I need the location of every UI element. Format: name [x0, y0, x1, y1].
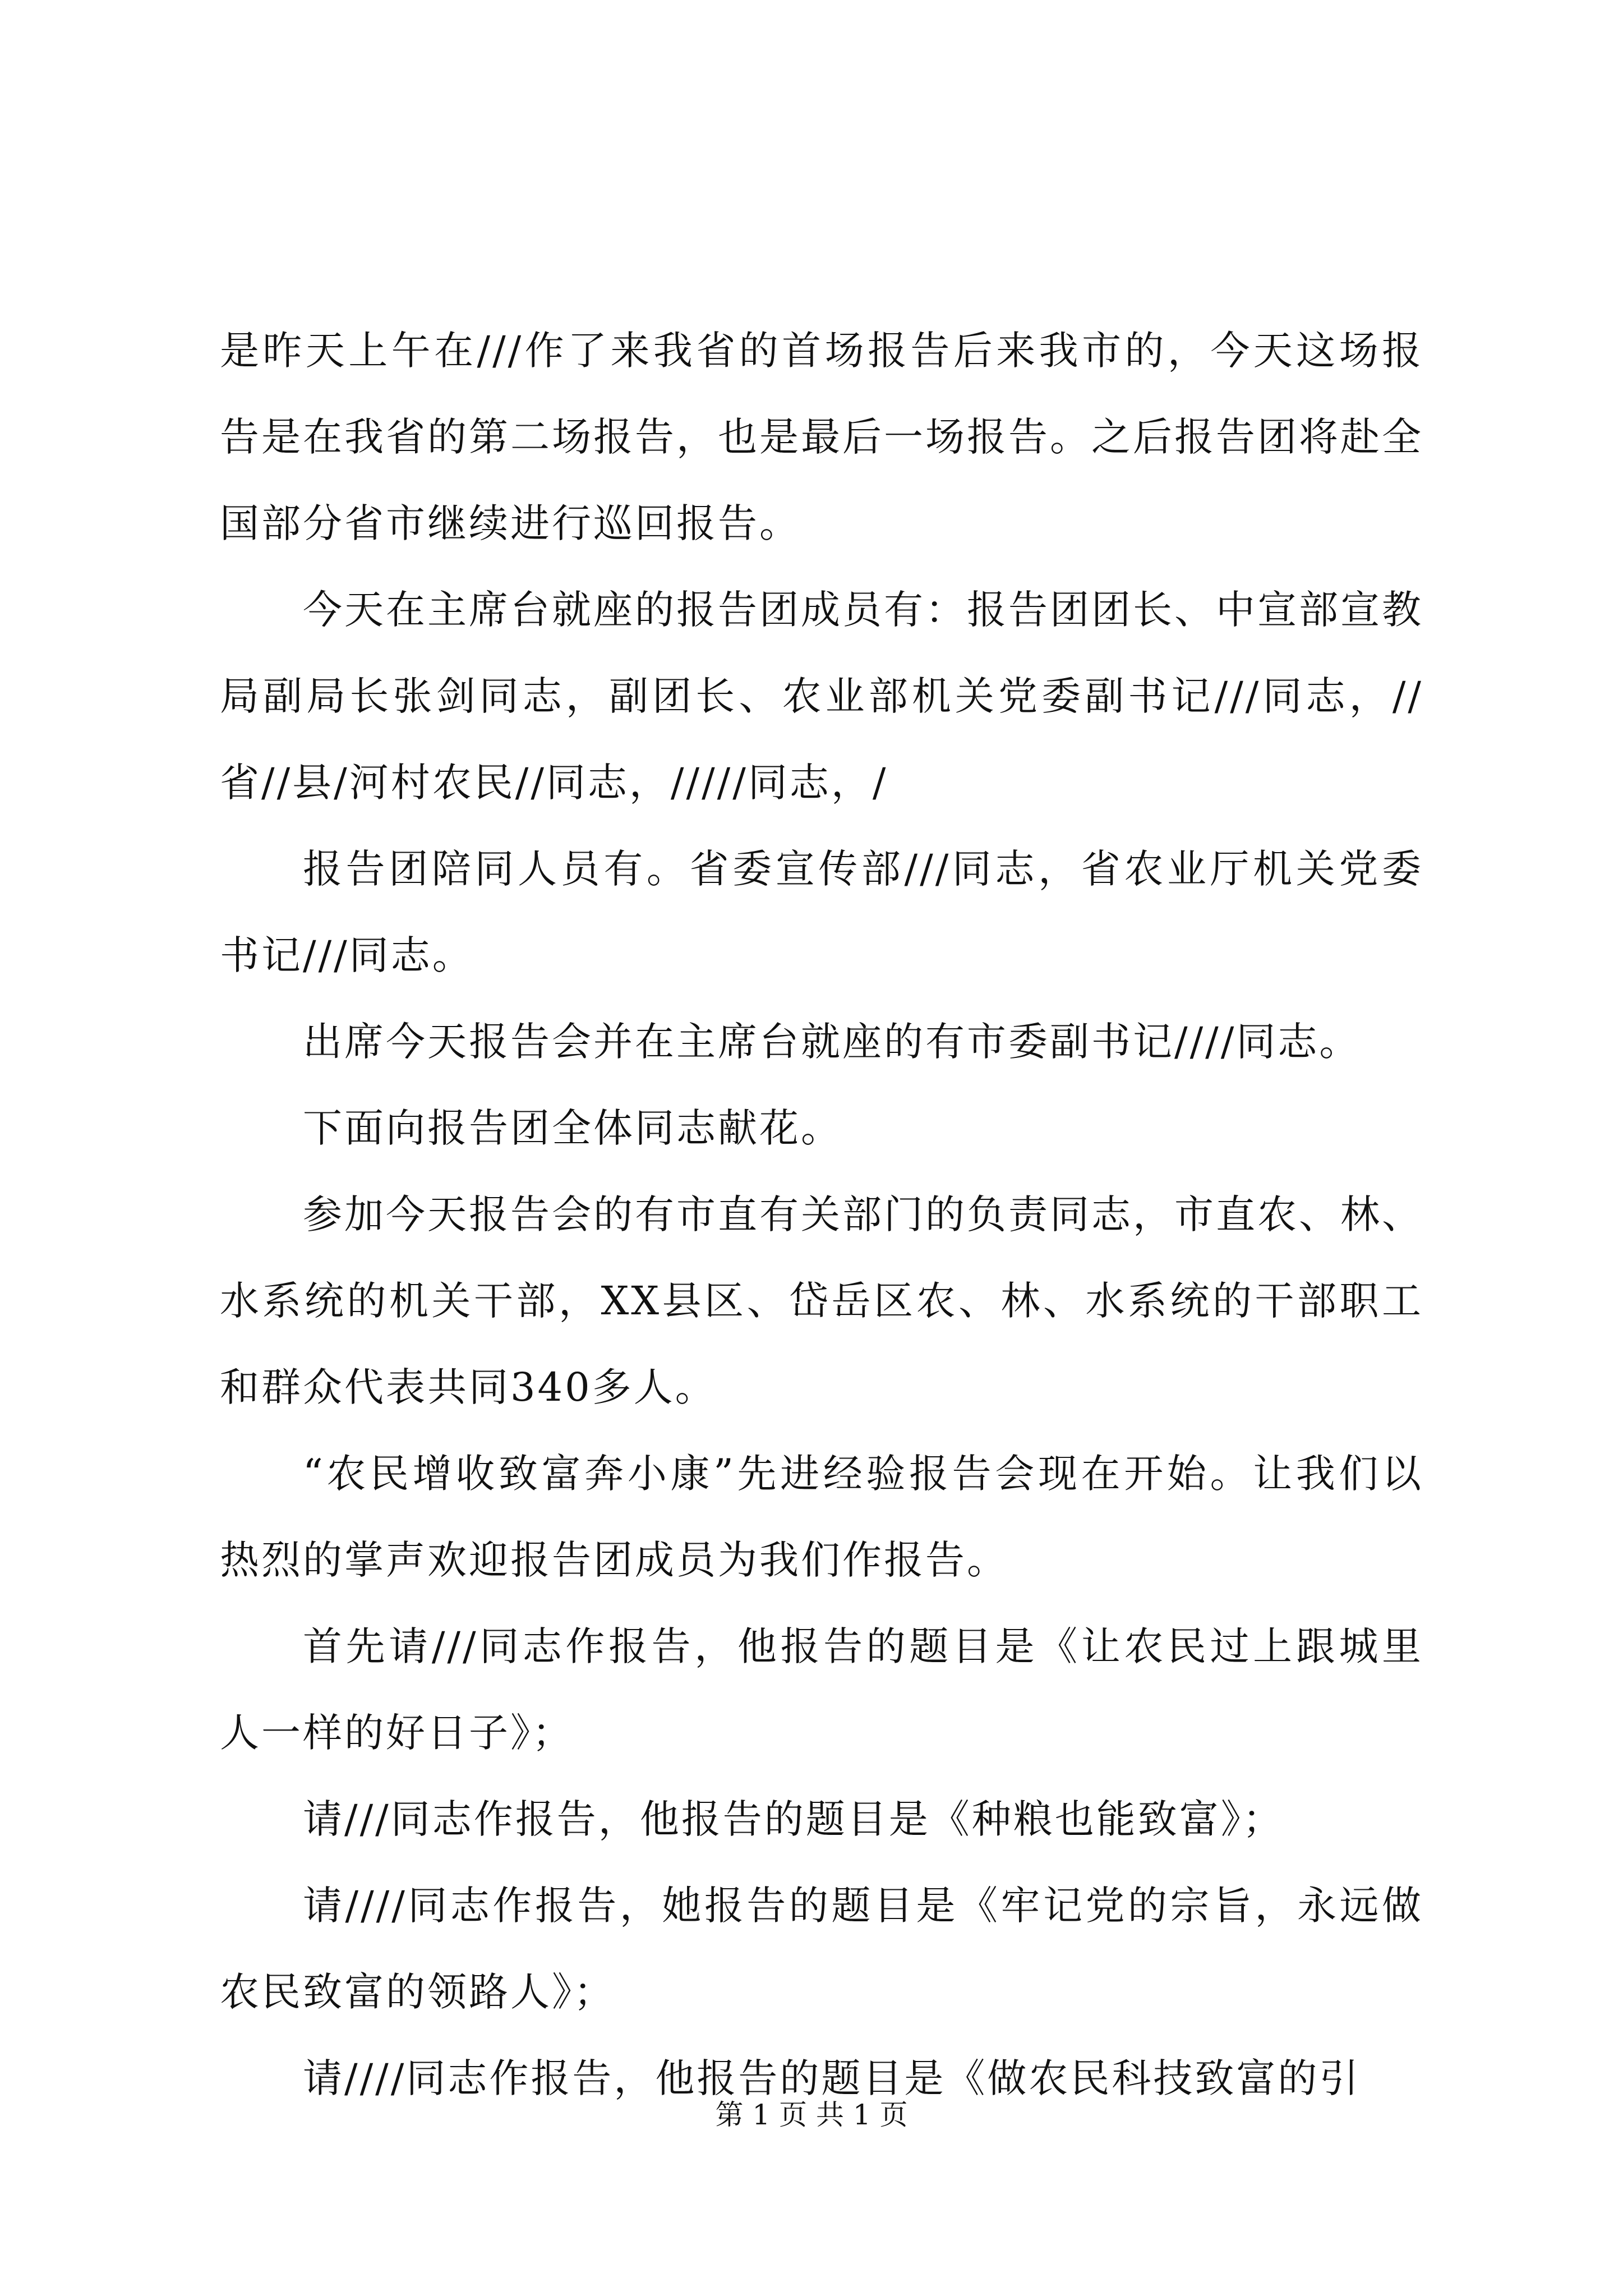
- paragraph-9: 请///同志作报告，他报告的题目是《种粮也能致富》；: [303, 1796, 1284, 1842]
- paragraph-6: 参加今天报告会的有市直有关部门的负责同志，市直农、林、水系统的机关干部，XX县区、岱岳区农、林、水系统的干部职工和群众代表共同340多人。: [220, 1191, 1423, 1410]
- paragraph-5: 下面向报告团全体同志献花。: [303, 1105, 842, 1151]
- document-body: [220, 307, 1423, 2122]
- page-footer: 第 1 页 共 1 页: [715, 2099, 908, 2131]
- paragraph-8: 首先请///同志作报告，他报告的题目是《让农民过上跟城里人一样的好日子》；: [220, 1623, 1423, 1756]
- paragraph-2: 今天在主席台就座的报告团成员有：报告团团长、中宣部宣教局副局长张剑同志，副团长、农业部机关党委副书记///同志，//省//县/河村农民//同志，/////同志，/: [220, 587, 1423, 806]
- paragraph-11: 请////同志作报告，他报告的题目是《做农民科技致富的引: [303, 2055, 1361, 2101]
- paragraph-7: “农民增收致富奔小康”先进经验报告会现在开始。让我们以热烈的掌声欢迎报告团成员为我们作报告。: [220, 1451, 1423, 1583]
- paragraph-10: 请////同志作报告，她报告的题目是《牢记党的宗旨，永远做农民致富的领路人》；: [220, 1883, 1423, 2015]
- paragraph-1: 是昨天上午在///作了来我省的首场报告后来我市的，今天这场报告是在我省的第二场报告，也是最后一场报告。之后报告团将赴全国部分省市继续进行巡回报告。: [220, 328, 1423, 546]
- paragraph-3: 报告团陪同人员有。省委宣传部///同志，省农业厅机关党委书记///同志。: [220, 846, 1423, 978]
- paragraph-4: 出席今天报告会并在主席台就座的有市委副书记////同志。: [303, 1019, 1361, 1065]
